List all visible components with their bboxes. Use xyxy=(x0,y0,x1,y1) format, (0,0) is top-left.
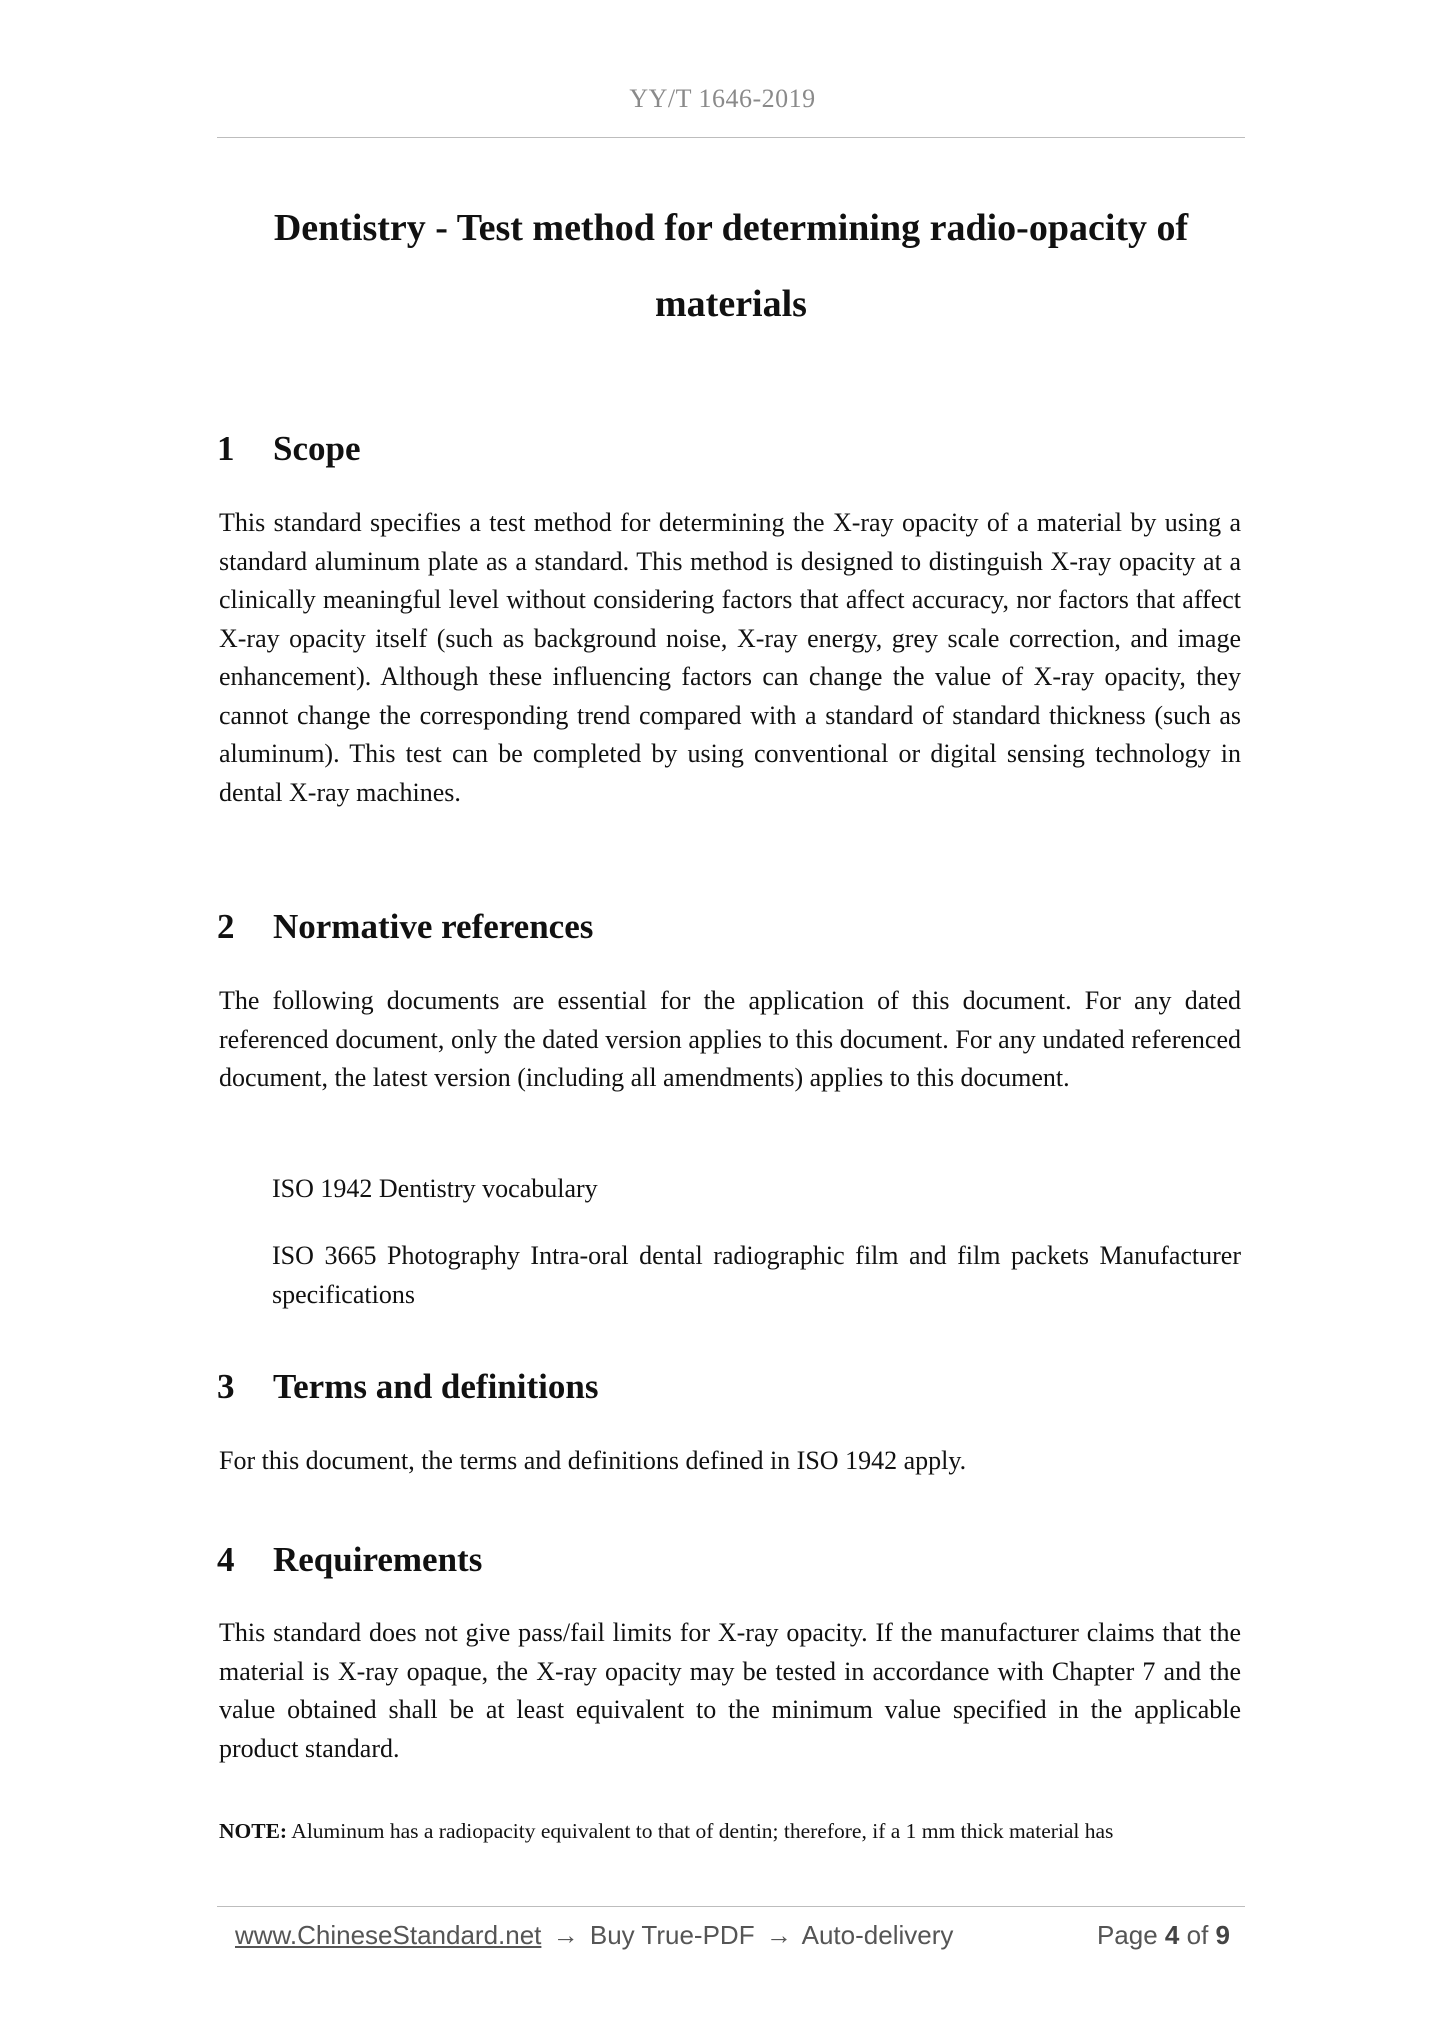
section-2-heading xyxy=(217,905,593,949)
section-4-heading xyxy=(217,1538,482,1582)
page-label: Page xyxy=(1096,1920,1158,1950)
scope-paragraph: This standard specifies a test method for determining the X-ray opacity of a material by using a standard aluminum plate as a standard. This method is designed to distinguish X-ray opacity at a clinically meaningful level without considering factors that affect accuracy, nor factors that affect X-ray opacity itself (such as background noise, X-ray energy, grey scale correction, and image enhancement). Although these influencing factors can change the value of X-ray opacity, they cannot change the corresponding trend compared with a standard of standard thickness (such as aluminum). This test can be completed by using conventional or digital sensing technology in dental X-ray machines. xyxy=(219,508,1241,807)
footer-rule xyxy=(217,1906,1245,1907)
section-3-heading xyxy=(217,1365,598,1409)
document-title xyxy=(217,190,1245,342)
site-link[interactable]: www.ChineseStandard.net xyxy=(235,1920,542,1950)
normative-references-paragraph: The following documents are essential for the application of this document. For any dated referenced document, only the dated version applies to this document. For any undated referenced document, the latest version (including all amendments) applies to this document. xyxy=(219,986,1241,1092)
title-line-2: materials xyxy=(655,283,807,325)
reference-item: ISO 1942 Dentistry vocabulary xyxy=(272,1174,598,1203)
section-number: 3 xyxy=(217,1367,235,1406)
section-1-heading xyxy=(217,427,361,471)
delivery-text: Auto-delivery xyxy=(801,1920,954,1950)
section-title: Normative references xyxy=(273,907,594,946)
note xyxy=(219,1816,1241,1846)
page-total: 9 xyxy=(1215,1920,1230,1950)
running-header: YY/T 1646-2019 xyxy=(629,84,816,113)
arrow-right-icon: → xyxy=(765,1920,792,1950)
section-number: 1 xyxy=(217,429,235,468)
reference-item: ISO 3665 Photography Intra-oral dental radiographic film and film packets Manufacturer specifications xyxy=(272,1241,1241,1309)
header-rule xyxy=(217,137,1245,138)
page-current: 4 xyxy=(1164,1920,1180,1950)
section-number: 4 xyxy=(217,1540,235,1579)
title-line-1: Dentistry - Test method for determining radio-opacity of xyxy=(273,207,1189,249)
arrow-right-icon: → xyxy=(552,1920,579,1950)
footer-promo xyxy=(235,1920,953,1951)
note-text: Aluminum has a radiopacity equivalent to that of dentin; therefore, if a 1 mm thick material has xyxy=(291,1819,1114,1843)
requirements-paragraph: This standard does not give pass/fail limits for X-ray opacity. If the manufacturer claims that the material is X-ray opaque, the X-ray opacity may be tested in accordance with Chapter 7 and the value obtained shall be at least equivalent to the minimum value specified in the applicable product standard. xyxy=(219,1618,1241,1763)
section-title: Terms and definitions xyxy=(273,1367,599,1406)
section-title: Scope xyxy=(273,429,361,468)
buy-text: Buy True-PDF xyxy=(589,1920,755,1950)
page-indicator xyxy=(1097,1920,1230,1951)
section-number: 2 xyxy=(217,907,235,946)
page-footer xyxy=(235,1920,1230,1960)
note-label: NOTE: xyxy=(219,1819,288,1843)
terms-paragraph: For this document, the terms and definitions defined in ISO 1942 apply. xyxy=(219,1446,967,1475)
section-title: Requirements xyxy=(273,1540,483,1579)
of-label: of xyxy=(1186,1920,1209,1950)
